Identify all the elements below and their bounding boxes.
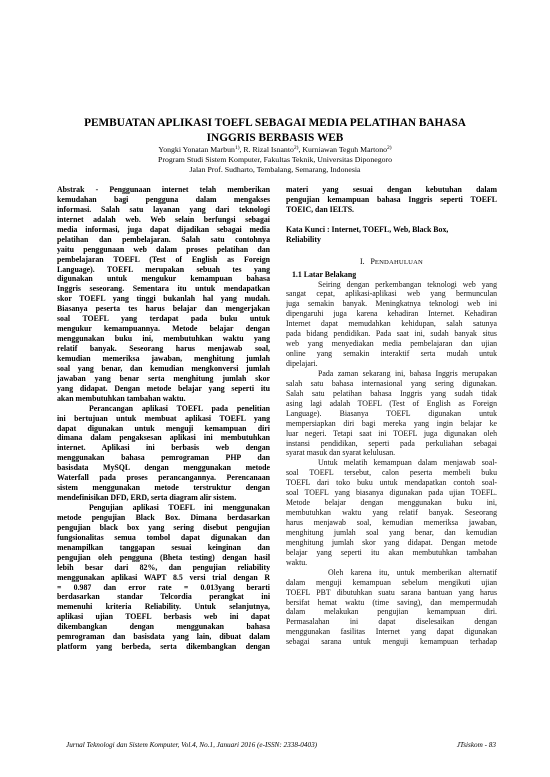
spacer [286,215,497,225]
text-line: relatif banyak. Seseorang harus menjawab soal, [57,344,270,353]
text-line: Pada zaman sekarang ini, bahasa Inggris merupakan [318,368,497,378]
left-column [57,185,270,652]
text-line: menampilkan tanggapan sesuai keinginan dan [57,542,270,552]
text-line: Metode belajar dengan menggunakan buku ini, [286,498,497,508]
text-line: Oleh karena itu, untuk memberikan alternatif [328,567,497,577]
section-title-rest: ENDAHULUAN [374,258,423,266]
text-line: pelatihan dan pembelajaran. Salah satu contohnya [57,234,270,244]
text-line: platform yang berbeda, serta dikembangkan dengan [57,642,270,652]
text-line: pemrograman dan basisdata yang lain, dibuat dalam [57,632,270,642]
text-line: syarat masuk dan syarat kelulusan. [286,448,396,458]
text-line: dalam menguji kemampuan sebelum mengikuti ujian [286,577,497,587]
text-line: Language). TOEFL merupakan sebuah tes yang [57,264,270,274]
text-line: aplikasi ujian TOEFL berbasis web ini dapat [57,612,270,622]
text-line: materi yang sesuai dengan kebutuhan dalam [286,185,497,194]
text-line: online yang semakin interaktif serta mudah untuk [286,349,497,359]
text-line: Salah satu pelatihan bahasa Inggris yang sudah tidak [286,388,497,398]
introduction-body [286,280,497,648]
text-line: dalam melakukan pengujian kemampuan diri. [286,607,497,617]
text-line: membutuhkan waktu yang relatif banyak. Seseorang [286,508,497,518]
text-line: dipengaruhi juga karena kehadiran Internet. Kehadiran [286,309,497,319]
author-3: , Kurniawan Teguh Martono [298,145,388,154]
text-line: kemudahan bagi pengguna dalam mengakses [57,194,270,204]
text-line: Language). Biasanya TOEFL digunakan untuk [286,408,497,418]
footer-journal: Jurnal Teknologi dan Sistem Komputer, Vol.4, No.1, Januari 2016 (e-ISSN: 2338-0403) [66,741,318,749]
title-line-1: PEMBUATAN APLIKASI TOEFL SEBAGAI MEDIA PELATIHAN BAHASA [84,117,466,129]
section-title-initial: P [370,256,375,266]
text-line: basisdata MySQL dengan menggunakan metode [57,463,270,473]
text-line: TOEIC, dan IELTS. [286,204,355,214]
footer-page-number: JTsiskom - 83 [456,741,496,749]
keywords-line-1: Kata Kunci : Internet, TOEFL, Web, Black Box, [286,224,449,234]
intro-paragraph-3 [286,458,497,567]
text-line: Waterfall pada proses perancangannya. Perencanaan [57,473,270,483]
text-line: belajar yang seperti itu akan membutuhkan tambahan [286,547,497,557]
text-line: informasi. Salah satu layanan yang dari teknologi [57,204,270,214]
text-line: soal TOEFL tersebut, calon peserta membeli buku [286,468,497,478]
text-line: Untuk melatih kemampuan dalam menjawab soal- [318,458,497,468]
text-line: digunakan untuk mengukur kemampuan bahasa [57,274,270,284]
subsection-heading: 1.1 Latar Belakang [292,269,357,279]
abstract-paragraph-3 [57,503,270,652]
text-line: metode pengujian Black Box. Dimana berdasarkan [57,512,270,522]
text-line: kemudian memeriksa jawaban, menghitung jumlah [57,353,270,363]
text-line: dimana dalam pengaksesan aplikasi ini membutuhkan [57,433,270,443]
intro-paragraph-4 [286,568,497,648]
text-line: dapat digunakan untuk menguji kemampuan diri [57,423,270,433]
abstract-paragraph-1 [57,185,270,404]
author-list [40,145,510,155]
abstract-continuation [286,185,497,215]
text-line: TOEFL PBT dibutuhkan suatu sarana bantuan yang harus [286,587,497,597]
paper-title [40,116,510,146]
text-line: = 0.987 dan error rate = 0.013yang berarti [57,582,270,592]
text-line: harus menjawab soal, kemudian memeriksa jawaban, [286,518,497,527]
text-line: Inggris seseorang. Sementara itu untuk mendapatkan [57,284,270,294]
abstract-paragraph-2 [57,404,270,503]
abstract [57,185,270,652]
text-line: soal TOEFL yang biasanya digunakan pada ujian TOEFL. [286,488,497,498]
text-line: internet. Aplikasi ini berbasis web dengan [57,443,270,453]
author-1: Yongki Yonatan Marbun [158,145,235,154]
section-number: I. [360,256,365,266]
text-line: Pengujian aplikasi TOEFL ini menggunakan [89,503,270,512]
text-line: sistem menggunakan metode terstruktur dengan [57,483,270,493]
right-column [286,185,497,647]
text-line: skor TOEFL yang tinggi bukanlah hal yang mudah. [57,294,270,304]
author-2: , R. Rizal Isnanto [239,145,294,154]
text-line: salah satu bahasa internasional yang sering digunakan. [286,378,497,388]
section-heading [286,257,497,268]
text-line: soal TOEFL yang terdapat pada buku untuk [57,314,270,324]
affiliation-line-2: Jalan Prof. Sudharto, Tembalang, Semarang, Indonesia [189,165,361,174]
text-line: pada bidang pendidikan. Pada saat ini, sudah banyak situs [286,329,497,339]
text-line: media informasi, juga dapat dijadikan sebagai media [57,224,270,234]
text-line: pembelajaran TOEFL (Test of English as Foreign [57,254,270,264]
text-line: pengujian kemampuan bahasa Inggris seperti TOEFL [286,194,497,204]
text-line: asing lagi adalah TOEFL (Test of English as Foreign [286,398,497,408]
text-line: TOEFL dari toko buku untuk mendapatkan contoh soal- [286,478,497,488]
intro-paragraph-2 [286,369,497,458]
text-line: yang didapat. Dengan metode belajar yang seperti itu [57,383,270,393]
text-line: memenuhi kriteria Reliability. Untuk selanjutnya, [57,602,270,612]
text-line: Seiring dengan perkembangan teknologi web yang [318,279,497,289]
text-line: menggunakan aplikasi WAPT 8.5 versi trial dengan R [57,572,270,582]
text-line: instansi pendidikan, seperti pada perkuliahan sebagai [286,438,497,448]
text-line: internet adalah web. Web selain berfungsi sebagai [57,214,270,224]
text-line: berdasarkan standar Telcordia perangkat ini [57,592,270,602]
text-line: akan membutuhkan tambahan waktu. [57,393,186,403]
text-line: web yang menyediakan media pembelajaran dan ujian [286,339,497,349]
text-line: menggunakan buku ini, membutuhkan waktu yang [57,334,270,344]
text-line: pengujian oleh pengguna (Bheta testing) dengan hasil [57,552,270,562]
title-line-2: INGGRIS BERBASIS WEB [206,132,344,144]
keywords-line-2: Reliability [286,234,321,244]
text-line: mendefinisikan DFD, ERD, serta diagram alir sistem. [57,493,237,503]
text-line: dipelajari. [286,359,318,368]
text-line: menghitung jumlah soal yang benar, dan kemudian [286,527,497,537]
text-line: menggunakan bahasa pemrograman PHP dan [57,453,270,463]
text-line: Permasalahan ini dapat diselesaikan dengan [286,617,497,627]
text-line: lebih besar dari 82%, dan pengujian reliability [57,562,270,572]
text-line: bersifat hemat waktu (time saving), dan mempermudah [286,597,497,607]
text-line: menghitung jumlah skor yang didapat. Dengan metode [286,537,497,547]
text-line: Internet dapat memudahkan kehidupan, salah satunya [286,319,497,329]
author-1-mark: 1) [234,145,240,151]
text-line: pengujian black box yang sering disebut pengujian [57,522,270,532]
text-line: menggunakan fasilitas Internet yang dapat digunakan [286,627,497,637]
text-line: mengukur kemampuannya. Metode belajar dengan [57,324,270,334]
text-line: sangat cepat, aplikasi-aplikasi web yang bermunculan [286,289,497,299]
text-line: waktu. [286,557,308,567]
text-line: fungsionalitas semua tombol dapat digunakan dan [57,532,270,542]
affiliation-line-1: Program Studi Sistem Komputer, Fakultas Teknik, Universitas Diponegoro [158,155,392,164]
text-line: sebagai sarana untuk menguji kemampuan terhadap [286,637,497,647]
text-line: Biasanya peserta tes harus belajar dan mengerjakan [57,304,270,314]
intro-paragraph-1 [286,280,497,369]
text-line: yaitu penggunaan web dalam proses pelatihan dan [57,244,270,254]
text-line: Perancangan aplikasi TOEFL pada penelitian [89,403,270,413]
text-line: jawaban yang benar serta menghitung jumlah skor [57,373,270,383]
text-line: juga semakin banyak. Meningkatnya teknologi web ini [286,299,497,309]
text-line: soal yang benar, dan kemudian mengkonversi jumlah [57,363,270,373]
text-line: dikembangkan dengan menggunakan bahasa [57,622,270,632]
text-line: luar negeri. Tetapi saat ini TOEFL juga digunakan oleh [286,428,497,438]
text-line: Abstrak - Penggunaan internet telah memberikan [57,185,270,194]
author-2-mark: 2) [293,145,299,151]
author-3-mark: 2) [387,145,392,151]
spacer [286,245,497,255]
text-line: ini bertujuan untuk membuat aplikasi TOEFL yang [57,413,270,423]
text-line: mempersiapkan diri bagi mereka yang ingin belajar ke [286,418,497,428]
